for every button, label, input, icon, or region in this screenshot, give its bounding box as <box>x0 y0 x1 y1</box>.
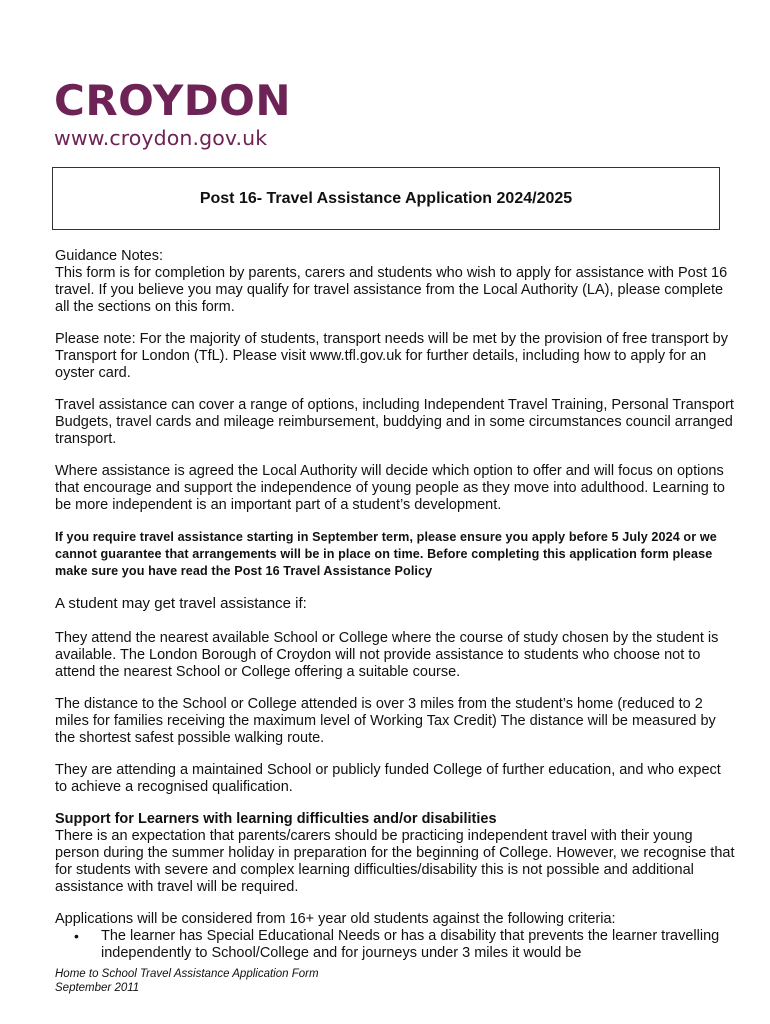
document-body <box>55 248 735 962</box>
criteria-intro: Applications will be considered from 16+ year old students against the following criteria: <box>55 911 616 927</box>
logo-name: CROYDON <box>54 76 292 125</box>
croydon-logo <box>54 76 292 150</box>
page-footer <box>55 967 319 995</box>
eligibility-nearest: They attend the nearest available School or College where the course of study chosen by the student is available. The London Borough of Croydon will not provide assistance to students who choose not to attend the nearest School or College offering a suitable course. <box>55 630 719 680</box>
list-item: • The learner has Special Educational Needs or has a disability that prevents the learner travelling independently to School/College and for journeys under 3 miles it would be <box>101 928 735 962</box>
guidance-intro: This form is for completion by parents, carers and students who wish to apply for assistance with Post 16 travel. If you believe you may qualify for travel assistance from the Local Authority (LA), please complete all the sections on this form. <box>55 265 728 315</box>
guidance-agreed: Where assistance is agreed the Local Authority will decide which option to offer and will focus on options that encourage and support the independence of young people as they move into adulthood. Learning to be more independent is an important part of a student’s development. <box>55 463 725 513</box>
eligibility-distance: The distance to the School or College attended is over 3 miles from the student’s home (reduced to 2 miles for families receiving the maximum level of Working Tax Credit) The distance will be measured by the shortest safest possible walking route. <box>55 696 716 746</box>
footer-date: September 2011 <box>55 982 140 994</box>
eligibility-heading: A student may get travel assistance if: <box>55 595 307 612</box>
criteria-list <box>55 928 735 962</box>
guidance-heading: Guidance Notes: <box>55 248 164 264</box>
page-title: Post 16- Travel Assistance Application 2024/2025 <box>199 189 573 207</box>
footer-form-name: Home to School Travel Assistance Application Form <box>55 968 319 980</box>
deadline-notice: If you require travel assistance starting in September term, please ensure you apply before 5 July 2024 or we cannot guarantee that arrangements will be in place on time. Before completing this application form please make sure you have read the Post 16 Travel Assistance Policy <box>55 530 717 578</box>
eligibility-maintained: They are attending a maintained School or publicly funded College of further education, and who expect to achieve a recognised qualification. <box>55 762 721 795</box>
title-box <box>52 167 720 230</box>
support-text: There is an expectation that parents/carers should be practicing independent travel with their young person during the summer holiday in preparation for the beginning of College. However, we recognise that for students with severe and complex learning difficulties/disability this is not possible and additional assistance with travel will be required. <box>55 828 735 895</box>
logo-url: www.croydon.gov.uk <box>54 126 268 150</box>
support-heading: Support for Learners with learning difficulties and/or disabilities <box>55 811 497 827</box>
guidance-options: Travel assistance can cover a range of options, including Independent Travel Training, Personal Transport Budgets, travel cards and mileage reimbursement, buddying and in some circumstances council arranged transport. <box>55 397 734 447</box>
guidance-note: Please note: For the majority of students, transport needs will be met by the provision of free transport by Transport for London (TfL). Please visit www.tfl.gov.uk for further details, including how to apply for an oyster card. <box>55 331 728 381</box>
